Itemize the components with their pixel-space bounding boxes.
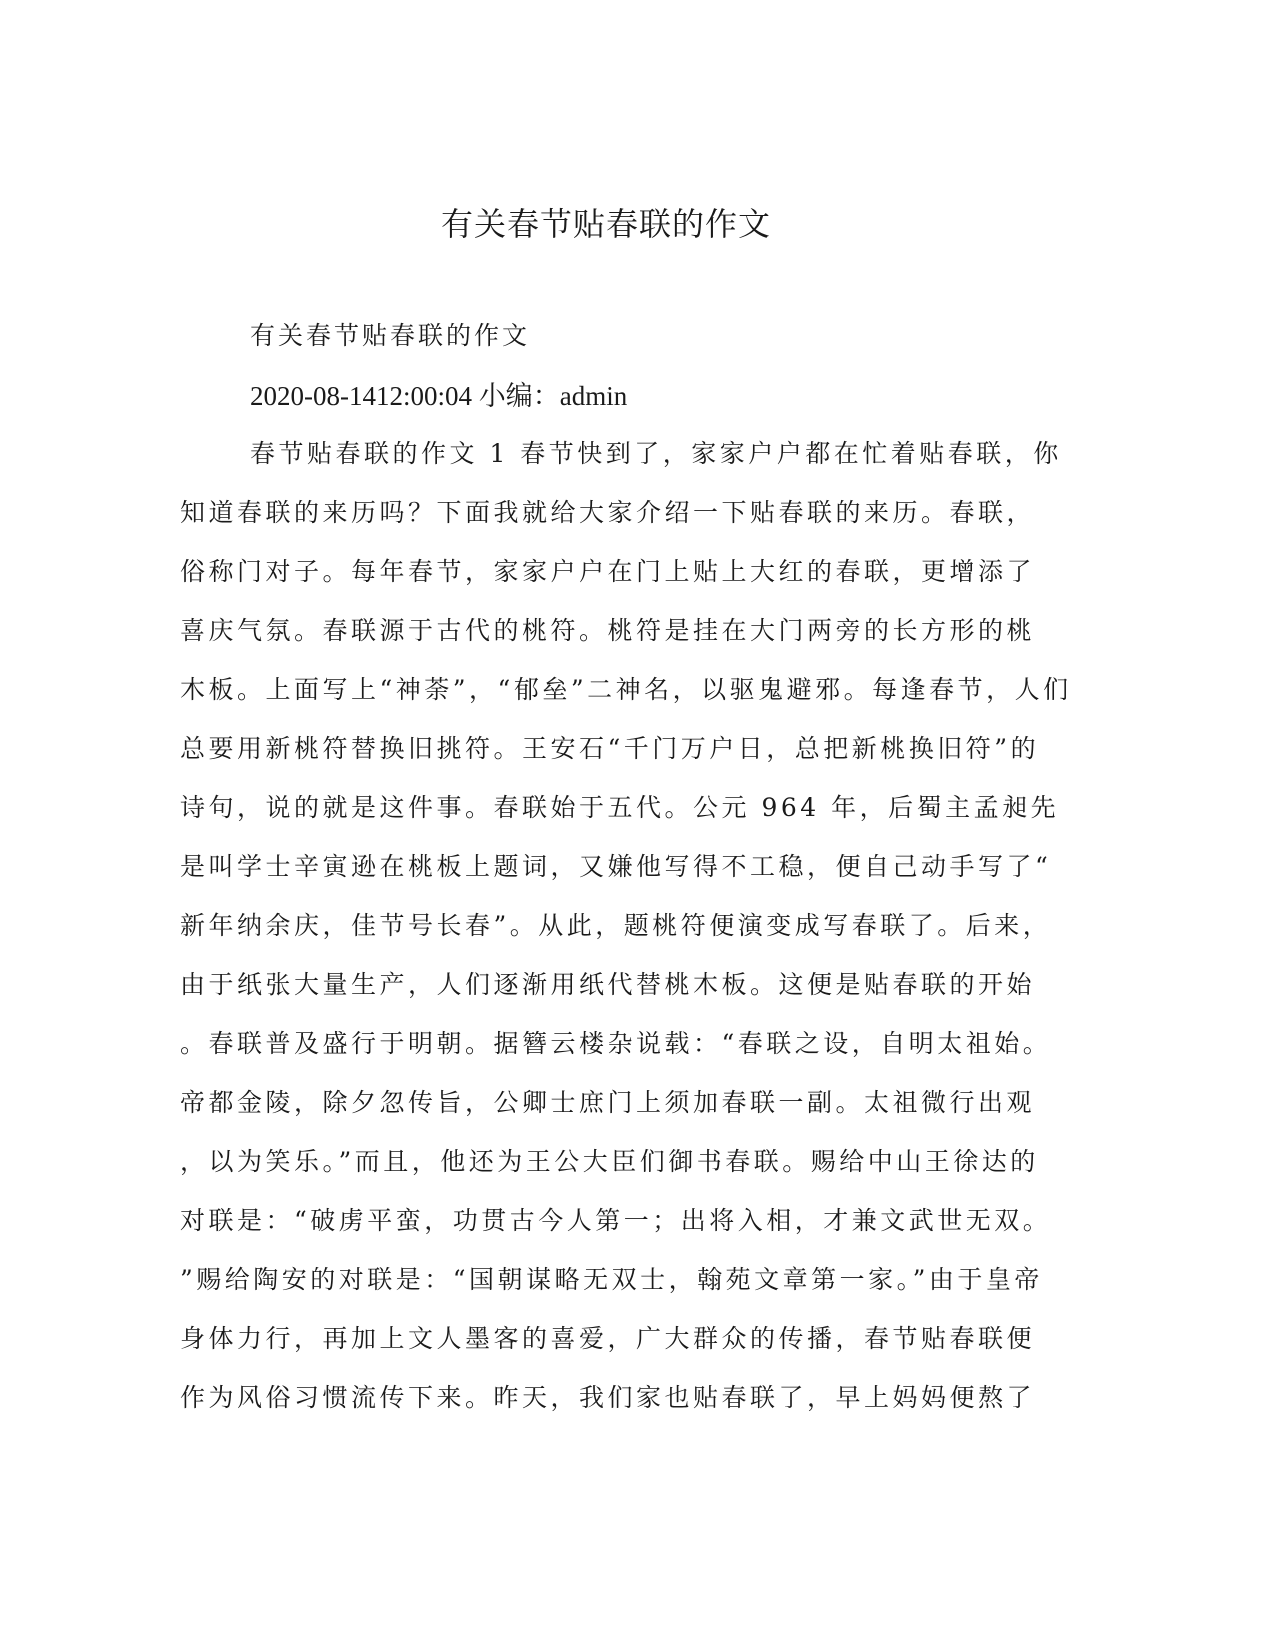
body-line: 俗称门对子。每年春节，家家户户在门上贴上大红的春联，更增添了 <box>180 557 1036 586</box>
body-line: 对联是：“破虏平蛮，功贯古今人第一；出将入相，才兼文武世无双。 <box>180 1206 1052 1235</box>
body-line: 作为风俗习惯流传下来。昨天，我们家也贴春联了，早上妈妈便熬了 <box>180 1383 1036 1412</box>
body-line: 诗句，说的就是这件事。春联始于五代。公元 964 年，后蜀主孟昶先 <box>180 793 1060 822</box>
body-line: 木板。上面写上“神荼”，“郁垒”二神名，以驱鬼避邪。每逢春节，人们 <box>180 675 1072 704</box>
body-line: 。春联普及盛行于明朝。据簪云楼杂说载：“春联之设，自明太祖始。 <box>180 1029 1052 1058</box>
body-line: 身体力行，再加上文人墨客的喜爱，广大群众的传播，春节贴春联便 <box>180 1324 1036 1353</box>
article-meta: 2020-08-1412:00:04 小编：admin <box>250 381 628 411</box>
body-line: 由于纸张大量生产，人们逐渐用纸代替桃木板。这便是贴春联的开始 <box>180 970 1036 999</box>
body-line: 喜庆气氛。春联源于古代的桃符。桃符是挂在大门两旁的长方形的桃 <box>180 616 1036 645</box>
body-line: 春节贴春联的作文 1 春节快到了，家家户户都在忙着贴春联，你 <box>250 439 1062 468</box>
body-line: 新年纳余庆，佳节号长春”。从此，题桃符便演变成写春联了。后来， <box>180 911 1052 940</box>
body-line: ”赐给陶安的对联是：“国朝谋略无双士，翰苑文章第一家。”由于皇帝 <box>180 1265 1043 1294</box>
body-line: 是叫学士辛寅逊在桃板上题词，又嫌他写得不工稳，便自己动手写了“ <box>180 852 1052 881</box>
document-title: 有关春节贴春联的作文 <box>440 205 771 243</box>
body-line: 帝都金陵，除夕忽传旨，公卿士庶门上须加春联一副。太祖微行出观 <box>180 1088 1036 1117</box>
article-body <box>180 434 1072 1437</box>
body-line: ，以为笑乐。”而且，他还为王公大臣们御书春联。赐给中山王徐达的 <box>180 1147 1039 1176</box>
body-line: 总要用新桃符替换旧挑符。王安石“千门万户日，总把新桃换旧符”的 <box>180 734 1040 763</box>
article-subtitle: 有关春节贴春联的作文 <box>250 321 531 350</box>
body-line: 知道春联的来历吗？下面我就给大家介绍一下贴春联的来历。春联， <box>180 498 1036 527</box>
